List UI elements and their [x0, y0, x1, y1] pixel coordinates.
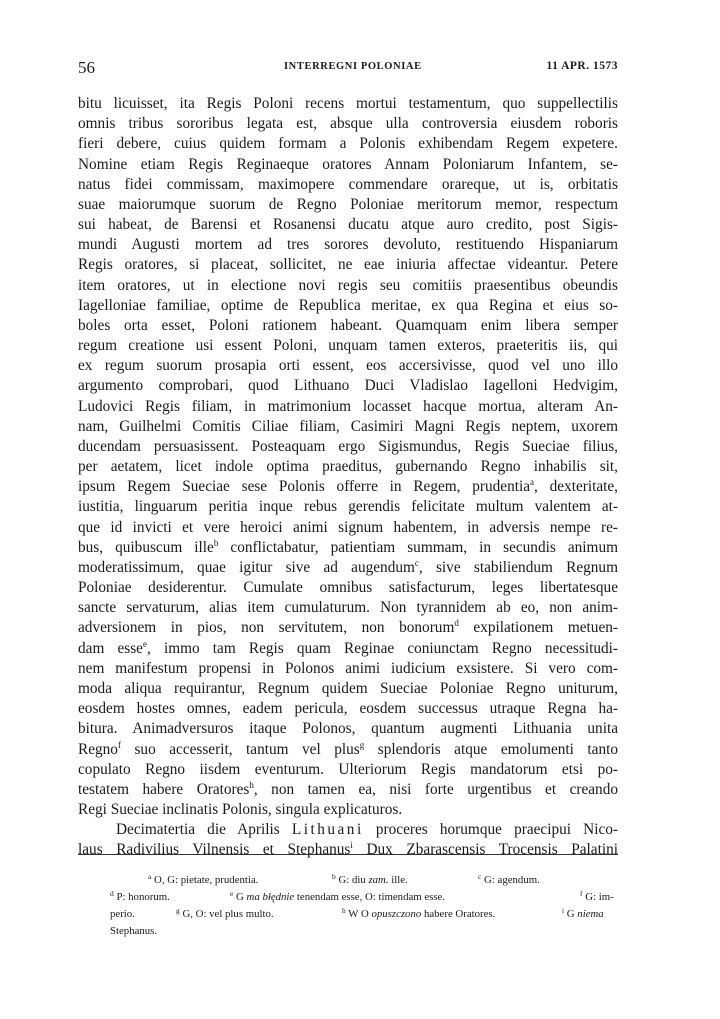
- text-line: ducendam persuasissent. Posteaquam ergo Sigismundus, Regis Sueciae filius,: [78, 437, 618, 455]
- text-line: boles orta esset, Poloni rationem habeant. Quamquam enim libera semper: [78, 316, 618, 334]
- footnote-d: $^d$ P: honorum.: [110, 889, 170, 903]
- footnote-marker: b: [213, 537, 219, 548]
- text-line: Decimatertia die Aprilis Lithuani proceres horumque praecipui Nico-: [116, 821, 619, 839]
- footnote-line: [110, 872, 618, 889]
- text-line: omnis tribus sororibus legata est, absque ulla controversia eiusdem roboris: [78, 115, 618, 133]
- footnotes: [110, 872, 618, 940]
- footnote-e: $^e$ G ma błędnie tenendam esse, O: timendam esse.: [230, 889, 446, 903]
- footnote-marker: a: [530, 477, 535, 488]
- text-line: eosdem hostes omnes, eadem pericula, eosdem successus utraque Regna ha-: [78, 700, 618, 718]
- text-line: mundi Augusti mortem ad tres sorores devoluto, restituendo Hispaniarum: [78, 236, 618, 254]
- footnote-a: $^a$ O, G: pietate, prudentia.: [148, 872, 259, 886]
- page-header: [78, 58, 618, 78]
- text-line: bitura. Animadversuros itaque Polonos, quantum augmenti Lithuania unita: [78, 720, 618, 738]
- footnote-divider: [78, 854, 618, 855]
- text-line: dam esse$^e$, immo tam Regis quam Reginae coniunctam Regno necessitudi-: [78, 638, 618, 657]
- footnote-line: [110, 889, 618, 906]
- footnote-line: [110, 906, 618, 923]
- text-line: nam, Guilhelmi Comitis Ciliae filiam, Casimiri Magni Regis neptem, uxorem: [78, 417, 618, 435]
- footnote-c: $^c$ G: agendum.: [478, 872, 540, 886]
- text-line: Regi Sueciae inclinatis Polonis, singula explicaturos.: [78, 801, 403, 819]
- text-line: Ludovici Regis filiam, in matrimonium locasset hacque mortua, alteram An-: [78, 397, 618, 415]
- text-line: regum creatione usi essent Poloni, unquam tamen exteros, praeteritis iis, qui: [78, 337, 618, 355]
- footnote-g: $^g$ G, O: vel plus multo.: [176, 906, 274, 920]
- text-line: natus fidei commissam, maximopere commendare orareque, ut is, orbitatis: [78, 175, 618, 193]
- text-line: Regis oratores, si placeat, sollicitet, ne eae iniuria affectae videantur. Petere: [78, 256, 618, 274]
- text-line: sancte servaturum, alias item cumulaturum. Non tyrannidem ab eo, non anim-: [78, 599, 618, 617]
- text-line: Regno$^f$ suo accesserit, tantum vel plus$^g$ splendoris atque emolumenti tanto: [78, 739, 618, 758]
- text-line: suae maiorumque suorum de Regno Poloniae meritorum memor, respectum: [78, 195, 618, 213]
- text-line: per aetatem, licet indole optima praeditus, gubernando Regno inhabilis sit,: [78, 458, 618, 476]
- text-line: argumento comprobari, quod Lithuano Duci Vladislao Iagelloni Hedvigim,: [78, 377, 618, 395]
- text-line: que id invicti et vere heroici animi signum habentem, in adversis nempe re-: [78, 518, 618, 536]
- text-line: fieri debere, cuius quidem formam a Polonis exhibendam Regem expetere.: [78, 135, 618, 153]
- text-line: Poloniae desiderentur. Cumulate omnibus satisfacturum, leges libertatesque: [78, 579, 618, 597]
- footnote-marker: h: [249, 779, 254, 790]
- footnote-marker: d: [454, 618, 459, 629]
- footnote-marker: e: [142, 638, 147, 649]
- text-line: copulato Regno iisdem eventurum. Ulteriorum Regis mandatorum etsi po-: [78, 760, 618, 778]
- footnote-marker: f: [117, 739, 121, 750]
- header-date: 11 APR. 1573: [546, 60, 618, 72]
- text-line: Nomine etiam Regis Reginaeque oratores Annam Poloniarum Infantem, se-: [78, 155, 618, 173]
- text-line: ipsum Regem Sueciae sese Polonis offerre in Regem, prudentia$^a$, dexteritate,: [78, 477, 619, 496]
- running-title: INTERREGNI POLONIAE: [284, 61, 422, 72]
- text-line: moda aliqua requirantur, Regnum quidem Sueciae Poloniae Regno uniturum,: [78, 679, 618, 697]
- text-line: laus Radivilius Vilnensis et Stephanus$^i$ Dux Zbarascensis Trocensis Palatini: [78, 840, 618, 859]
- footnote-marker: c: [414, 557, 419, 568]
- spaced-word: Lithuani: [291, 821, 364, 839]
- footnote-f-cont: perio.: [110, 908, 135, 920]
- text-line: nem manifestum propensi in Polonos animi iudicium exsistere. Si vero com-: [78, 659, 618, 677]
- footnote-f: $^f$ G: im-: [580, 889, 614, 903]
- text-line: moderatissimum, quae igitur sive ad augendum$^c$, sive stabiliendum Regnum: [78, 557, 618, 576]
- main-text: [78, 94, 618, 861]
- text-line: Iagelloniae familiae, optime de Republica meritae, ex qua Regina et eius so-: [78, 296, 618, 314]
- text-line: bus, quibuscum ille$^b$ conflictabatur, patientiam summam, in secundis animum: [78, 537, 618, 556]
- text-line: bitu licuisset, ita Regis Poloni recens mortui testamentum, quo suppellectilis: [78, 95, 618, 112]
- text-line: sui habeat, de Barensi et Rosanensi ducatu atque auro credito, post Sigis-: [78, 216, 618, 234]
- text-line: item oratores, ut in electione novi regis seu comitiis praesentibus obeundis: [78, 276, 618, 294]
- footnote-i-cont: Stephanus.: [110, 925, 158, 937]
- footnote-i: $^i$ G niema: [562, 906, 604, 920]
- text-line: testatem habere Oratores$^h$, non tamen ea, nisi forte urgentibus et creando: [78, 779, 618, 798]
- footnote-h: $^h$ W O opuszczono habere Oratores.: [342, 906, 496, 920]
- footnote-marker: i: [350, 840, 353, 851]
- text-line: iustitia, linguarum peritia inque rebus gerendis felicitate multum valentem at-: [78, 498, 618, 516]
- page-number: 56: [78, 58, 95, 77]
- footnote-marker: g: [359, 739, 365, 750]
- text-line: ex regum suorum prosapia orti essent, eos accersivisse, quod vel uno illo: [78, 357, 618, 375]
- footnote-b: $^b$ G: diu zam. ille.: [332, 872, 408, 886]
- footnote-line: [110, 923, 618, 940]
- text-line: adversionem in pios, non servitutem, non bonorum$^d$ expilationem metuen-: [78, 618, 618, 637]
